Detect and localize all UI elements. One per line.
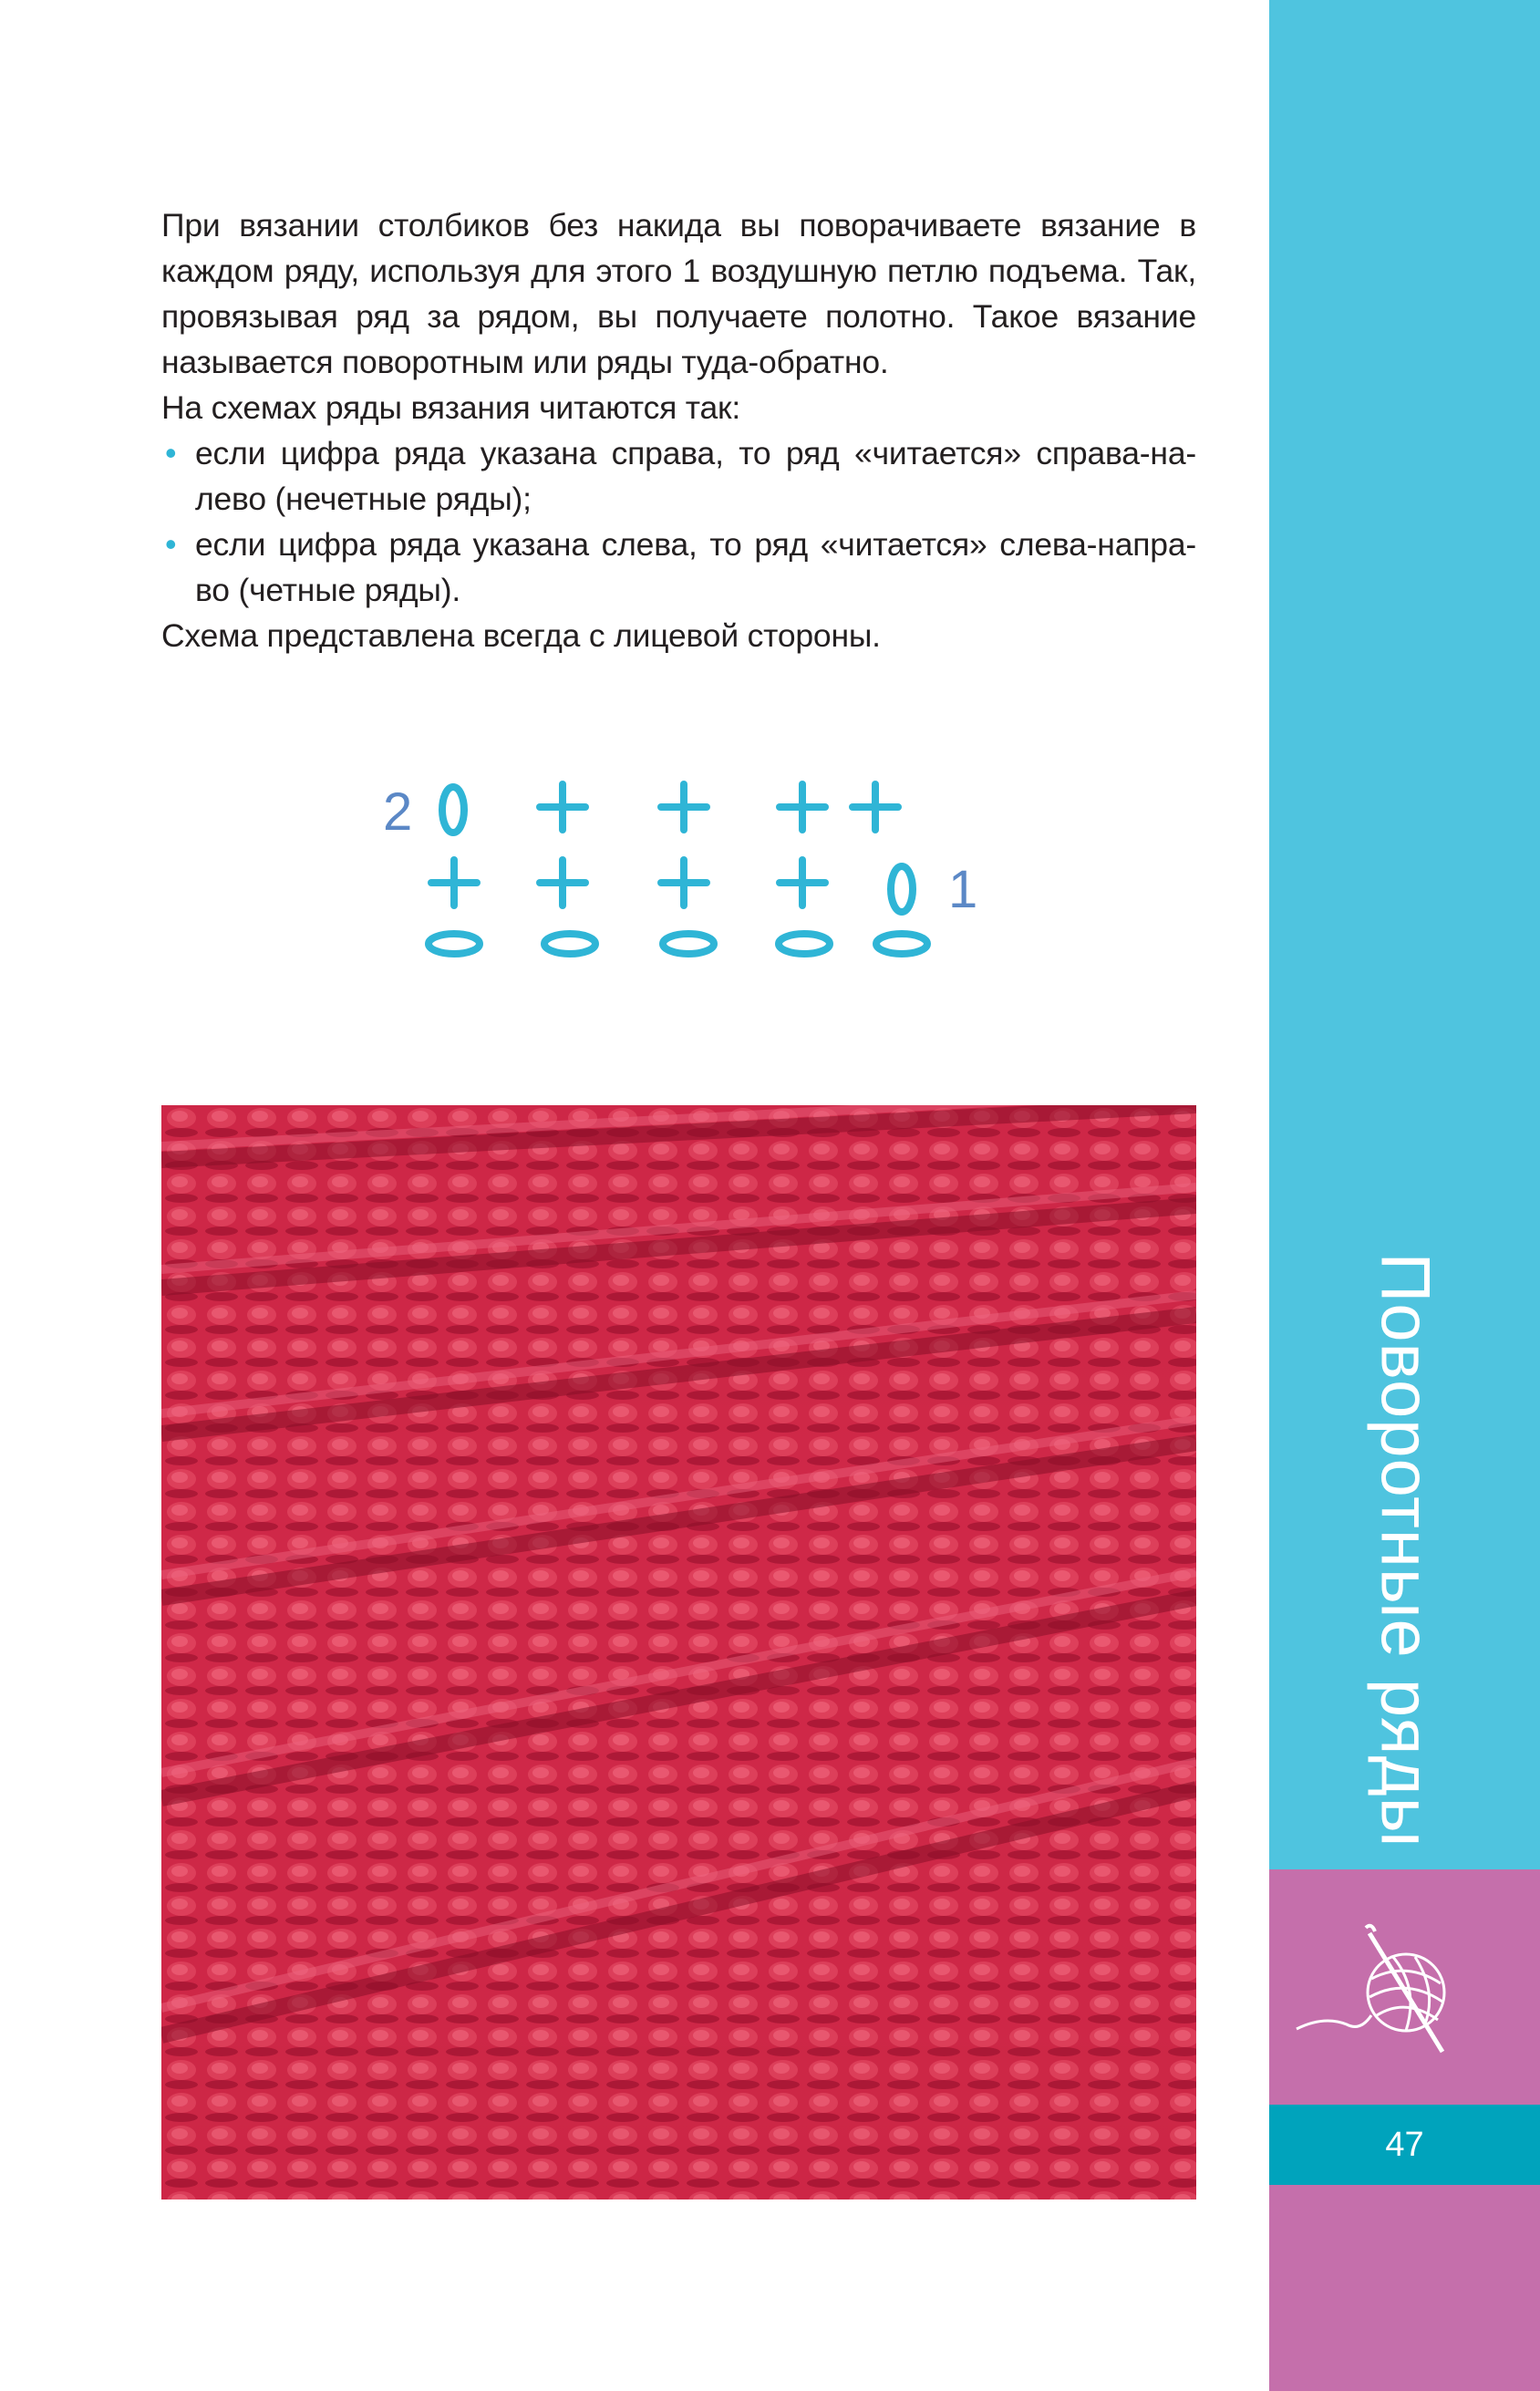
chain-stitch-icon: [663, 934, 714, 954]
crochet-chart-svg: [360, 757, 998, 985]
bullet-line: во (четные ряды).: [195, 572, 461, 608]
section-title: Поворотные ряды: [1366, 1252, 1443, 1848]
single-crochet-icon: [661, 784, 707, 830]
single-crochet-icon: [780, 860, 825, 906]
page-number: 47: [1385, 2126, 1424, 2164]
bullet-item: [161, 430, 1196, 522]
sidebar-title-area: [1269, 1249, 1540, 1851]
paragraph-2: На схемах ряды вязания читаются так:: [161, 389, 741, 426]
single-crochet-icon: [853, 784, 898, 830]
paragraph-3: Схема представлена всегда с лицевой стороны.: [161, 617, 881, 654]
chain-stitch-icon: [779, 934, 830, 954]
crochet-chart: [360, 757, 998, 985]
bullet-line: если цифра ряда указана слева, то ряд «читается» слева-напра-: [195, 526, 1196, 563]
chain-stitch-vertical-icon: [891, 866, 913, 912]
yarn-ball-hook-icon: [1269, 1869, 1540, 2105]
crochet-fabric-photo: [161, 1105, 1196, 2200]
single-crochet-icon: [431, 860, 477, 906]
chain-stitch-icon: [544, 934, 595, 954]
chain-stitch-icon: [429, 934, 480, 954]
bullet-item: [161, 522, 1196, 613]
single-crochet-icon: [540, 784, 585, 830]
sidebar-icon-band: [1269, 1869, 1540, 2105]
row-number-label: 2: [383, 782, 413, 842]
chain-stitch-icon: [876, 934, 927, 954]
chain-stitch-vertical-icon: [442, 787, 464, 833]
bullet-dot-icon: •: [165, 434, 177, 471]
single-crochet-icon: [661, 860, 707, 906]
bullet-line: если цифра ряда указана справа, то ряд «читается» справа-на-: [195, 435, 1196, 471]
single-crochet-icon: [540, 860, 585, 906]
bullet-dot-icon: •: [165, 525, 177, 563]
single-crochet-icon: [780, 784, 825, 830]
bullet-line: лево (нечетные ряды);: [195, 481, 532, 517]
row-number-label: 1: [948, 860, 978, 919]
sidebar-bottom-band: [1269, 2185, 1540, 2391]
paragraph-1: При вязании столбиков без накида вы поворачиваете вязание в каждом ряду, используя для этого 1 воздушную петлю подъема. Так, провязывая ряд за рядом, вы получаете полотно. Такое вязание называется поворотным или ряды туда-обратно.: [161, 207, 1196, 380]
body-text: [161, 202, 1196, 658]
page-number-band: [1269, 2105, 1540, 2185]
